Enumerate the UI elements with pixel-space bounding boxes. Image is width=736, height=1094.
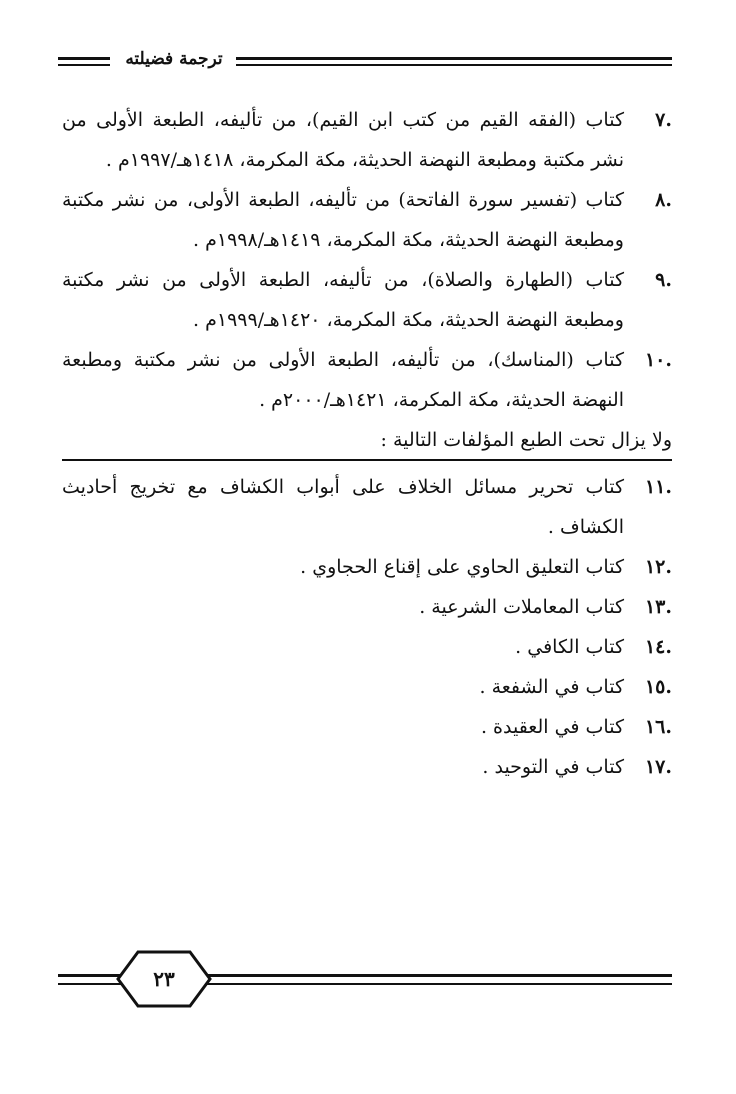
list-item (62, 707, 672, 747)
list-item (62, 340, 672, 420)
header-rule-left (58, 57, 110, 66)
item-number: .٩ (655, 269, 672, 291)
list-item (62, 260, 672, 340)
item-text: كتاب تحرير مسائل الخلاف على أبواب الكشاف مع تخريج أحاديث الكشاف . (62, 476, 624, 538)
list-item (62, 547, 672, 587)
item-number: .١١ (644, 476, 672, 498)
list-item (62, 747, 672, 787)
page-number: ٢٣ (153, 967, 175, 991)
page-footer (58, 950, 672, 1010)
item-number: .١٠ (644, 349, 672, 371)
running-header (58, 44, 672, 74)
item-text: كتاب في الشفعة . (479, 676, 624, 698)
item-number: .١٦ (644, 716, 672, 738)
item-text: كتاب المعاملات الشرعية . (419, 596, 624, 618)
list-item (62, 100, 672, 180)
list-item (62, 467, 672, 547)
forthcoming-works-list (62, 467, 672, 787)
item-text: كتاب (المناسك)، من تأليفه، الطبعة الأولى من نشر مكتبة ومطبعة النهضة الحديثة، مكة المكرمة، ١٤٢١هـ/٢٠٠٠م . (62, 349, 624, 411)
item-number: .٨ (655, 189, 672, 211)
list-item (62, 627, 672, 667)
item-number: .١٥ (644, 676, 672, 698)
running-header-title: ترجمة فضيلته (125, 49, 223, 69)
item-text: كتاب (الفقه القيم من كتب ابن القيم)، من تأليفه، الطبعة الأولى من نشر مكتبة ومطبعة النهضة الحديثة، مكة المكرمة، ١٤١٨هـ/١٩٩٧م . (62, 109, 624, 171)
item-text: كتاب التعليق الحاوي على إقناع الحجاوي . (300, 556, 624, 578)
item-text: كتاب (الطهارة والصلاة)، من تأليفه، الطبعة الأولى من نشر مكتبة ومطبعة النهضة الحديثة، مكة المكرمة، ١٤٢٠هـ/١٩٩٩م . (62, 269, 624, 331)
list-item (62, 180, 672, 260)
published-works-list (62, 100, 672, 420)
item-text: كتاب (تفسير سورة الفاتحة) من تأليفه، الطبعة الأولى، من نشر مكتبة ومطبعة النهضة الحديثة، مكة المكرمة، ١٤١٩هـ/١٩٩٨م . (62, 189, 624, 251)
page-body (62, 100, 672, 787)
list-item (62, 667, 672, 707)
forthcoming-heading: ولا يزال تحت الطبع المؤلفات التالية : (62, 423, 672, 461)
item-text: كتاب الكافي . (515, 636, 624, 658)
item-text: كتاب في التوحيد . (482, 756, 624, 778)
item-text: كتاب في العقيدة . (480, 716, 624, 738)
item-number: .١٢ (644, 556, 672, 578)
list-item (62, 587, 672, 627)
item-number: .١٤ (644, 636, 672, 658)
item-number: .١٧ (644, 756, 672, 778)
header-rule-right (236, 57, 672, 66)
item-number: .٧ (655, 109, 672, 131)
item-number: .١٣ (644, 596, 672, 618)
